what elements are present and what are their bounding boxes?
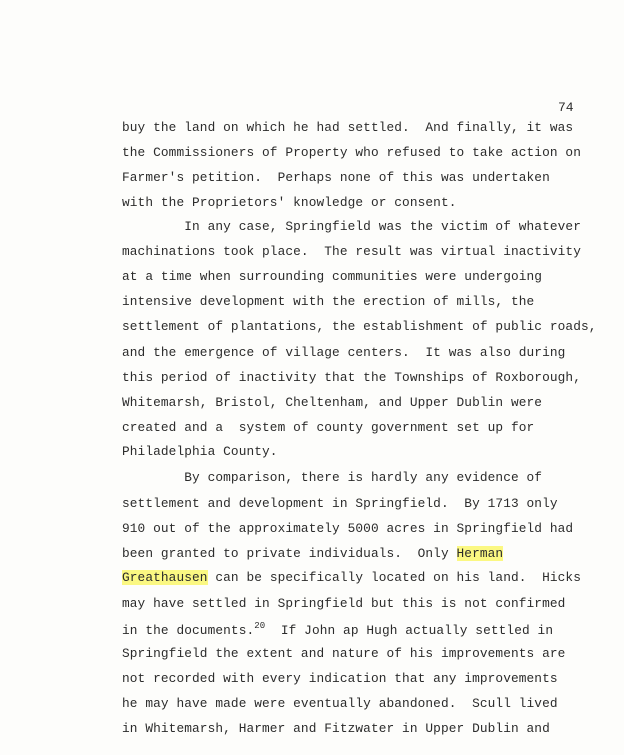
- text-line: and the emergence of village centers. It was also during: [122, 345, 566, 360]
- text-line: machinations took place. The result was virtual inactivity: [122, 244, 581, 259]
- text-line: not recorded with every indication that any improvements: [122, 671, 558, 686]
- text-line: settlement and development in Springfield. By 1713 only: [122, 496, 558, 511]
- footnote-ref: 20: [254, 621, 266, 631]
- text-line: Springfield the extent and nature of his improvements are: [122, 646, 566, 661]
- text-line: may have settled in Springfield but this is not confirmed: [122, 596, 566, 611]
- text-line: created and a system of county government set up for: [122, 420, 535, 435]
- text-line: been granted to private individuals. Only Herman: [122, 546, 504, 561]
- text-line: By comparison, there is hardly any evidence of: [122, 470, 543, 485]
- text-line: in the documents.$^{20}$ If John ap Hugh actually settled in: [122, 621, 554, 638]
- text-line: he may have made were eventually abandoned. Scull lived: [122, 696, 558, 711]
- text-line: this period of inactivity that the Townships of Roxborough,: [122, 370, 581, 385]
- highlighted-text: Herman: [456, 546, 504, 561]
- text-line: Farmer's petition. Perhaps none of this was undertaken: [122, 170, 550, 185]
- text-line: 910 out of the approximately 5000 acres in Springfield had: [122, 521, 574, 536]
- text-line: with the Proprietors' knowledge or consent.: [122, 195, 457, 210]
- page-number: 74: [558, 100, 574, 115]
- text-line: settlement of plantations, the establishment of public roads,: [122, 319, 597, 334]
- highlighted-text: Greathausen: [122, 570, 208, 585]
- text-line: In any case, Springfield was the victim of whatever: [122, 219, 581, 234]
- text-line: intensive development with the erection of mills, the: [122, 294, 535, 309]
- text-line: in Whitemarsh, Harmer and Fitzwater in Upper Dublin and: [122, 721, 550, 736]
- text-line: Whitemarsh, Bristol, Cheltenham, and Upper Dublin were: [122, 395, 543, 410]
- text-line: Greathausen can be specifically located on his land. Hicks: [122, 570, 581, 585]
- text-line: the Commissioners of Property who refused to take action on: [122, 145, 581, 160]
- text-line: buy the land on which he had settled. And finally, it was: [122, 120, 574, 135]
- text-line: Philadelphia County.: [122, 444, 278, 459]
- text-line: at a time when surrounding communities were undergoing: [122, 269, 543, 284]
